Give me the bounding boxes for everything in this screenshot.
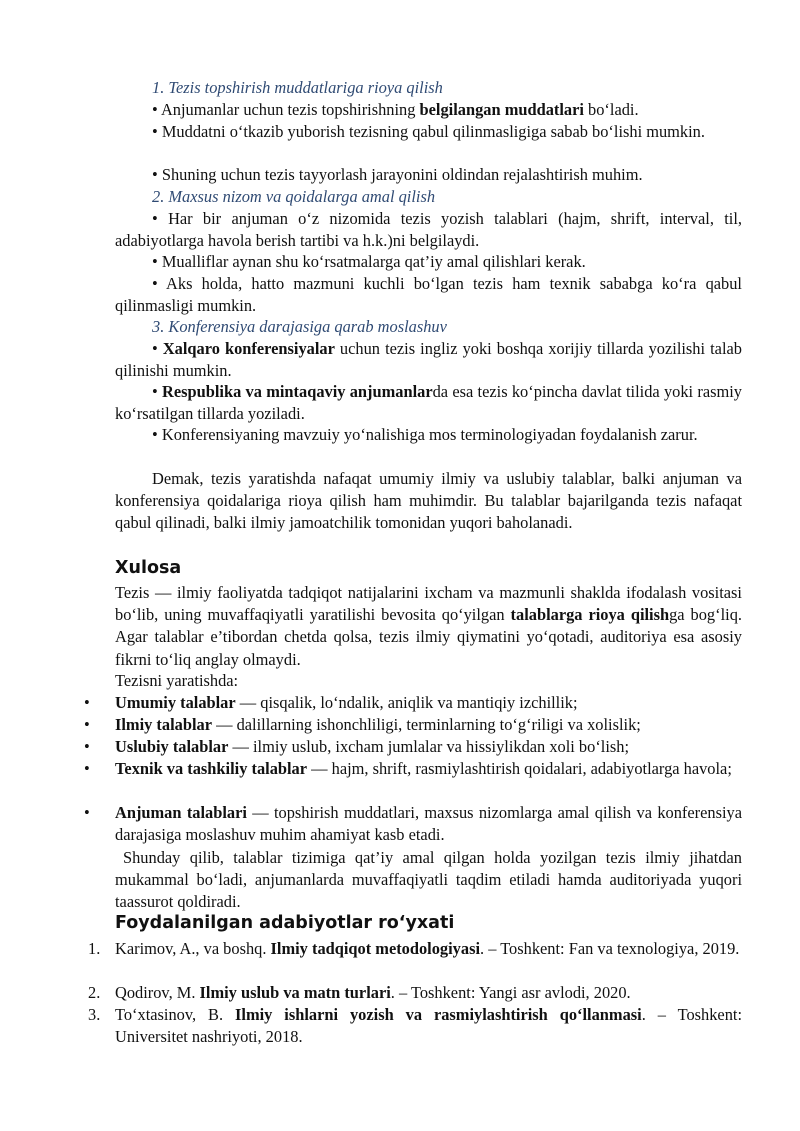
bullet: • <box>152 339 158 358</box>
bullet: • <box>152 252 158 271</box>
list-bullet: • <box>84 759 90 778</box>
list-item: Anjuman talablari — topshirish muddatlari, maxsus nizomlarga amal qilish va konferensiya darajasiga moslashuv muhim ahamiyat kasb etadi. <box>115 803 742 845</box>
list-item: Umumiy talablar — qisqalik, lo‘ndalik, aniqlik va mantiqiy izchillik; <box>115 693 578 712</box>
reference-number: 1. <box>88 939 101 958</box>
section-2-paragraph: • Mualliflar aynan shu ko‘rsatmalarga qat’iy amal qilishlari kerak. <box>152 252 586 271</box>
section-2-title: 2. Maxsus nizom va qoidalarga amal qilish <box>152 187 436 206</box>
list-bullet: • <box>84 737 90 756</box>
list-bullet: • <box>84 803 90 822</box>
section-3-paragraph: • Respublika va mintaqaviy anjumanlarda esa tezis ko‘pincha davlat tilida yoki rasmiy ko‘rsatilgan tillarda yoziladi. <box>115 382 742 424</box>
bullet: • <box>152 100 158 119</box>
bullet: • <box>152 209 158 228</box>
reference-number: 3. <box>88 1005 101 1024</box>
section-2-paragraph: • Aks holda, hatto mazmuni kuchli bo‘lgan tezis ham texnik sababga ko‘ra qabul qilinmasligi mumkin. <box>115 274 742 316</box>
section-3-title: 3. Konferensiya darajasiga qarab moslashuv <box>152 317 447 336</box>
list-item: Texnik va tashkiliy talablar — hajm, shrift, rasmiylashtirish qoidalari, adabiyotlarga havola; <box>115 759 732 778</box>
bullet: • <box>152 382 158 401</box>
xulosa-paragraph: Tezis — ilmiy faoliyatda tadqiqot natijalarini ixcham va mazmunli shaklda ifodalash vositasi bo‘lib, uning muvaffaqiyatli yaratilishi bevosita qo‘yilgan talablarga rioya qilishga bog‘liq. Agar talablar e’tibordan chetda qolsa, tezis ilmiy qiymatini yo‘qotadi, auditoriya esa asosiy fikrni to‘liq anglay olmaydi. <box>115 583 742 669</box>
section-1-paragraph: • Anjumanlar uchun tezis topshirishning belgilangan muddatlari bo‘ladi. <box>152 100 639 119</box>
bullet: • <box>152 274 158 293</box>
list-item: Uslubiy talablar — ilmiy uslub, ixcham jumlalar va hissiylikdan xoli bo‘lish; <box>115 737 630 756</box>
list-bullet: • <box>84 715 90 734</box>
list-bullet: • <box>84 693 90 712</box>
section-2-paragraph: • Har bir anjuman o‘z nizomida tezis yozish talablari (hajm, shrift, interval, til, adabiyotlarga havola berish tartibi va h.k.)ni belgilaydi. <box>115 209 742 251</box>
bullet: • <box>152 425 158 444</box>
section-1-paragraph: • Muddatni o‘tkazib yuborish tezisning qabul qilinmasligiga sabab bo‘lishi mumkin. <box>152 122 705 141</box>
reference-item: Qodirov, M. Ilmiy uslub va matn turlari. – Toshkent: Yangi asr avlodi, 2020. <box>115 983 631 1002</box>
xulosa-final-paragraph: Shunday qilib, talablar tizimiga qat’iy amal qilgan holda yozilgan tezis ilmiy jihatdan mukammal bo‘ladi, anjumanlarda muvaffaqiyatli taqdim etiladi hamda auditoriyada yuqori taassurot qoldiradi. <box>115 848 742 912</box>
xulosa-heading: Xulosa <box>115 558 182 578</box>
bullet: • <box>152 122 158 141</box>
section-1-title: 1. Tezis topshirish muddatlariga rioya qilish <box>152 78 443 97</box>
section-1-paragraph: • Shuning uchun tezis tayyorlash jarayonini oldindan rejalashtirish muhim. <box>152 165 643 184</box>
reference-item: To‘xtasinov, B. Ilmiy ishlarni yozish va rasmiylashtirish qo‘llanmasi. – Toshkent: Universitet nashriyoti, 2018. <box>115 1005 742 1047</box>
section-3-paragraph: • Xalqaro konferensiyalar uchun tezis ingliz yoki boshqa xorijiy tillarda yozilishi talab qilinishi mumkin. <box>115 339 742 381</box>
bullet: • <box>152 165 158 184</box>
xulosa-intro: Tezisni yaratishda: <box>115 671 239 690</box>
references-heading: Foydalanilgan adabiyotlar ro‘yxati <box>115 913 455 933</box>
summary-paragraph: Demak, tezis yaratishda nafaqat umumiy ilmiy va uslubiy talablar, balki anjuman va konferensiya qoidalariga rioya qilish ham muhimdir. Bu talablar bajarilganda tezis nafaqat qabul qilinadi, balki ilmiy jamoatchilik tomonidan yuqori baholanadi. <box>115 469 742 533</box>
section-3-paragraph: • Konferensiyaning mavzuiy yo‘nalishiga mos terminologiyadan foydalanish zarur. <box>152 425 698 444</box>
list-item: Ilmiy talablar — dalillarning ishonchliligi, terminlarning to‘g‘riligi va xolislik; <box>115 715 641 734</box>
reference-item: Karimov, A., va boshq. Ilmiy tadqiqot metodologiyasi. – Toshkent: Fan va texnologiya, 2019. <box>115 939 740 958</box>
reference-number: 2. <box>88 983 101 1002</box>
